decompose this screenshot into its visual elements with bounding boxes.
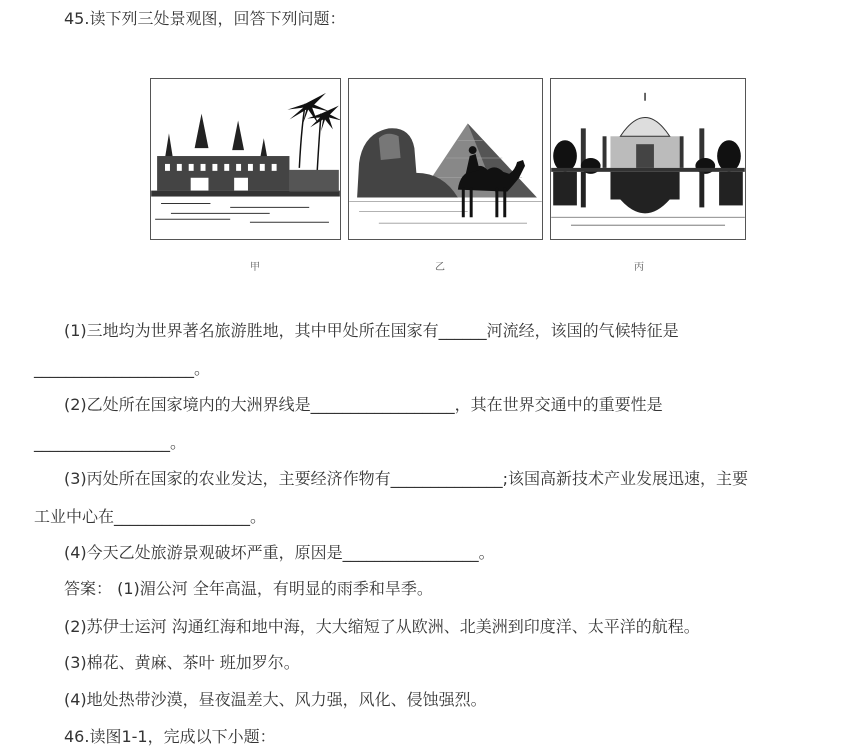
question-1-line-1: (1)三地均为世界著名旅游胜地，其中甲处所在国家有______河流经，该国的气候特征是 — [64, 321, 679, 340]
caption-jia: 甲 — [250, 262, 260, 273]
answer-1: 答案： (1)湄公河 全年高温，有明显的雨季和旱季。 — [64, 579, 433, 598]
question-45-title: 45.读下列三处景观图，回答下列问题： — [64, 9, 346, 28]
question-1-line-2: ____________________。 — [34, 359, 211, 378]
question-2-line-2: _________________。 — [34, 433, 187, 452]
question-3-line-2: 工业中心在_________________。 — [34, 507, 267, 526]
question-2-line-1: (2)乙处所在国家境内的大洲界线是__________________，其在世界交通中的重要性是 — [64, 395, 663, 414]
question-3-line-1: (3)丙处所在国家的农业发达，主要经济作物有______________;该国高新技术产业发展迅速，主要 — [64, 469, 749, 488]
caption-bing: 丙 — [634, 262, 644, 273]
answer-3: (3)棉花、黄麻、茶叶 班加罗尔。 — [64, 653, 300, 672]
question-4: (4)今天乙处旅游景观破坏严重，原因是_________________。 — [64, 543, 495, 562]
taj-mahal-icon — [551, 79, 745, 239]
sphinx-pyramid-icon — [349, 79, 542, 239]
caption-yi: 乙 — [435, 262, 445, 273]
answer-4: (4)地处热带沙漠，昼夜温差大、风力强，风化、侵蚀强烈。 — [64, 690, 487, 709]
answer-2: (2)苏伊士运河 沟通红海和地中海，大大缩短了从欧洲、北美洲到印度洋、太平洋的航程。 — [64, 617, 700, 636]
angkor-temple-icon — [151, 79, 340, 239]
landscape-figure — [150, 78, 746, 273]
panel-jia — [150, 78, 341, 240]
question-46-title: 46.读图1-1，完成以下小题： — [64, 727, 276, 746]
panel-yi — [348, 78, 543, 240]
panel-bing — [550, 78, 746, 240]
